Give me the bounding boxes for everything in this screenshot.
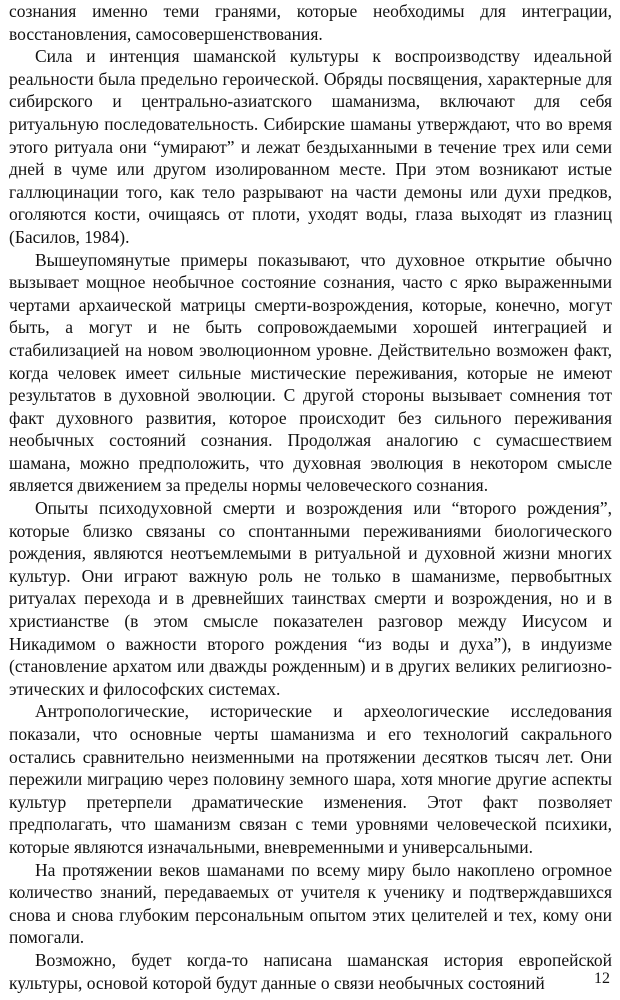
paragraph-shamanic-culture: Сила и интенция шаманской культуры к воспроизводству идеальной реальности была предельно героической. Обряды посвящения, характерные для сибирского и центрально-азиатского шаманизма, включают для себя ритуальную последовательность. Сибирские шаманы утверждают, что во время этого ритуала они “умирают” и лежат бездыханными в течение трех или семи дней в чуме или другом изолированном месте. При этом возникают истые галлюцинации того, как тело разрывают на части демоны или духи предков, оголяются кости, очищаясь от плоти, уходят воды, глаза выходят из глазниц (Басилов, 1984). — [9, 46, 612, 247]
paragraph-continuation: сознания именно теми гранями, которые необходимы для интеграции, восстановления, самосовершенствования. — [9, 1, 612, 44]
paragraph-death-rebirth: Опыты психодуховной смерти и возрождения или “второго рождения”, которые близко связаны со спонтанными переживаниями биологического рождения, являются неотъемлемыми в ритуальной и духовной жизни многих культур. Они играют важную роль не только в шаманизме, первобытных ритуалах перехода и в древнейших таинствах смерти и возрождения, но и в христианстве (в этом смысле показателен разговор между Иисусом и Никадимом о важности второго рождения “из воды и духа”), в индуизме (становление архатом или дважды рожденным) и в других великих религиозно-этических и философских системах. — [9, 498, 612, 699]
paragraph-spiritual-opening: Вышеупомянутые примеры показывают, что духовное открытие обычно вызывает мощное необычное состояние сознания, часто с ярко выраженными чертами архаической матрицы смерти-возрождения, которые, конечно, могут быть, а могут и не быть сопровождаемыми хорошей интеграцией и стабилизацией на новом эволюционном уровне. Действительно возможен факт, когда человек имеет сильные мистические переживания, которые не имеют результатов в духовной эволюции. С другой стороны вызывает сомнения тот факт духовного развития, которое происходит без сильного переживания необычных состояний сознания. Продолжая аналогию с сумасшествием шамана, можно предположить, что духовная эволюция в некотором смысле является движением за пределы нормы человеческого сознания. — [9, 249, 612, 496]
page-number: 12 — [594, 970, 610, 987]
paragraph-european-history: Возможно, будет когда-то написана шаманская история европейской культуры, основой которой будут данные о связи необычных состояний — [9, 949, 612, 993]
paragraph-accumulated-knowledge: На протяжении веков шаманами по всему миру было накоплено огромное количество знаний, передаваемых от учителя к ученику и подтверждавшихся снова и снова глубоким персональным опытом этих целителей и тех, кому они помогали. — [9, 859, 612, 948]
body-text — [9, 0, 612, 994]
paragraph-anthropological-research: Антропологические, исторические и археологические исследования показали, что основные черты шаманизма и его технологий сакрального остались сравнительно неизменными на протяжении десятков тысяч лет. Они пережили миграцию через половину земного шара, хотя многие другие аспекты культур претерпели драматические изменения. Этот факт позволяет предполагать, что шаманизм связан с теми уровнями человеческой психики, которые являются изначальными, вневременными и универсальными. — [9, 701, 612, 857]
